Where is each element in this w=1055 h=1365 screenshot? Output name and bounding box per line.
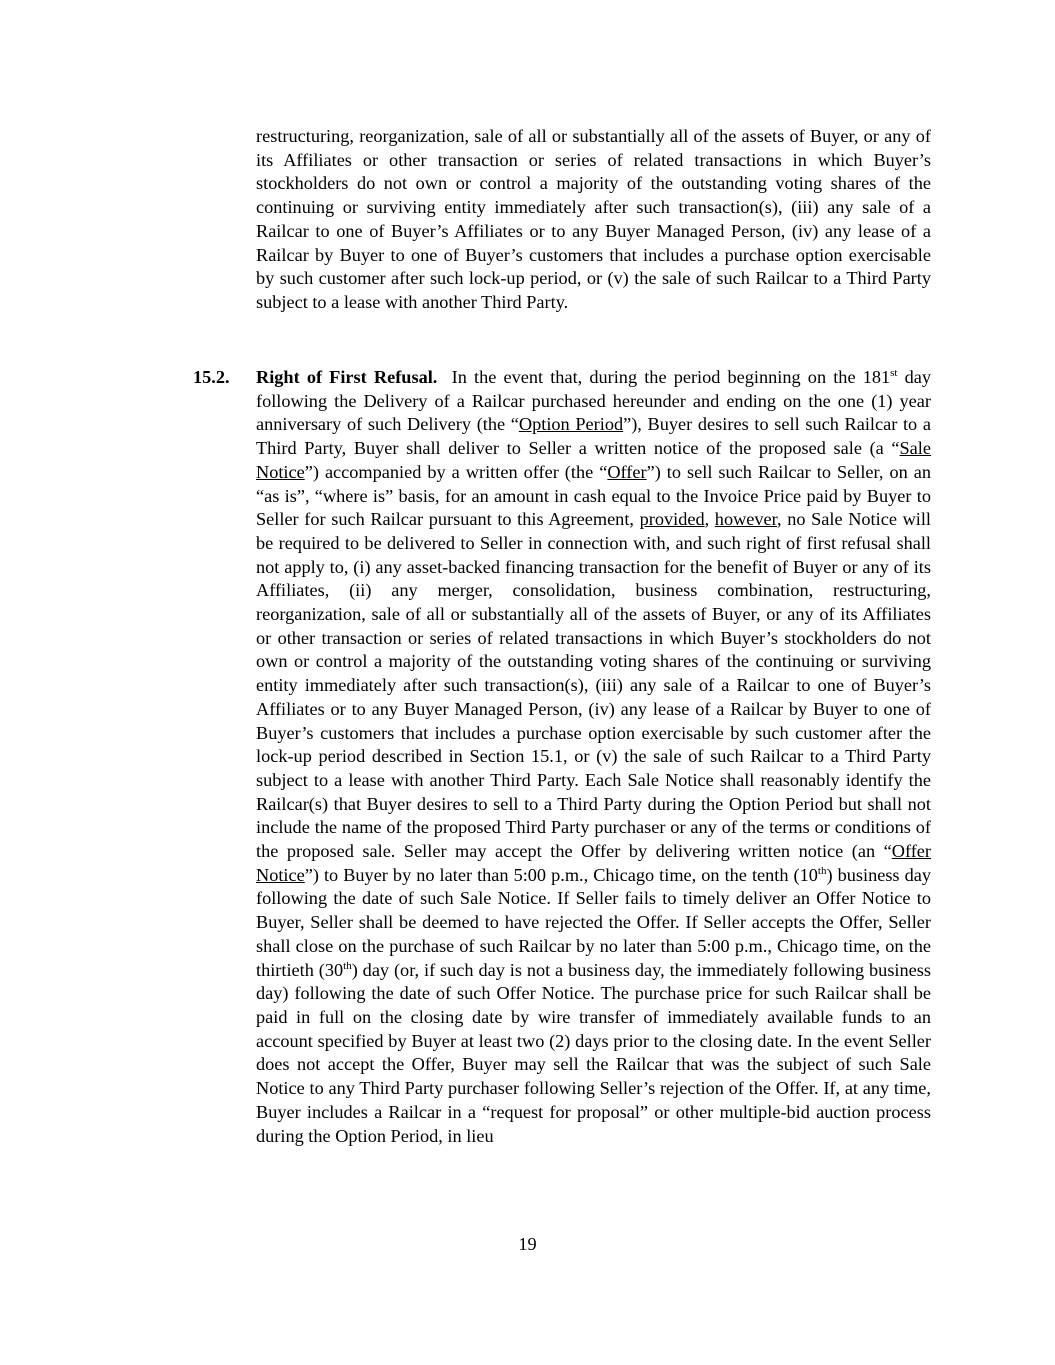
defined-term-offer: Offer: [607, 461, 647, 482]
term-provided: provided: [639, 509, 705, 530]
text-run: In the event that, during the period beginning on the 181: [451, 367, 891, 387]
section-15-2-paragraph: [256, 366, 931, 1148]
defined-term-offer-notice: Offer Notice: [256, 841, 931, 885]
section-heading: Right of First Refusal.: [256, 367, 438, 387]
text-run: ,: [704, 509, 715, 530]
superscript: th: [817, 864, 827, 877]
text-run: ) day (or, if such day is not a business day, the immediately following business day) following the date of such Offer Notice. The purchase price for such Railcar shall be paid in full on the closing date by wire transfer of immediately available funds to an account specified by Buyer at least two (2) days prior to the closing date. In the event Seller does not accept the Offer, Buyer may sell the Railcar that was the subject of such Sale Notice to any Third Party purchaser following Seller’s rejection of the Offer. If, at any time, Buyer includes a Railcar in a “request for proposal” or other multiple-bid auction process during the Option Period, in lieu: [256, 959, 931, 1146]
page-number: 19: [518, 1234, 537, 1254]
text-run: ”) accompanied by a written offer (the “: [304, 461, 608, 482]
text-run: , no Sale Notice will be required to be delivered to Seller in connection with, and such right of first refusal shall not apply to, (i) any asset-backed financing transaction for the benefit of Buyer or any of its Affiliates, (ii) any merger, consolidation, business combination, restructuring, reorganization, sale of all or substantially all of the assets of Buyer, or any of its Affiliates or other transaction or series of related transactions in which Buyer’s stockholders do not own or control a majority of the outstanding voting shares of the continuing or surviving entity immediately after such transaction(s), (iii) any sale of a Railcar to one of Buyer’s Affiliates or to any Buyer Managed Person, (iv) any lease of a Railcar by Buyer to one of Buyer’s customers that includes a purchase option exercisable by such customer after the lock-up period described in Section 15.1, or (v) the sale of such Railcar to a Third Party subject to a lease with another Third Party. Each Sale Notice shall reasonably identify the Railcar(s) that Buyer desires to sell to a Third Party during the Option Period but shall not include the name of the proposed Third Party purchaser or any of the terms or conditions of the proposed sale. Seller may accept the Offer by delivering written notice (an “: [256, 509, 932, 862]
text-run: ) business day following the date of such Sale Notice. If Seller fails to timely deliver an Offer Notice to Buyer, Seller shall be deemed to have rejected the Offer. If Seller accepts the Offer, Seller shall close on the purchase of such Railcar by no later than 5:00 p.m., Chicago time, on the thirtieth (30: [256, 864, 931, 980]
text-run: ”), Buyer desires to sell such Railcar to a Third Party, Buyer shall deliver to Seller a written notice of the proposed sale (a “: [256, 414, 931, 459]
superscript: th: [343, 959, 352, 972]
continuation-paragraph: restructuring, reorganization, sale of all or substantially all of the assets of Buyer, or any of its Affiliates or other transaction or series of related transactions in which Buyer’s stockholders do not own or control a majority of the outstanding voting shares of the continuing or surviving entity immediately after such transaction(s), (iii) any sale of a Railcar to one of Buyer’s Affiliates or to any Buyer Managed Person, (iv) any lease of a Railcar by Buyer to one of Buyer’s customers that includes a purchase option exercisable by such customer after such lock-up period, or (v) the sale of such Railcar to a Third Party subject to a lease with another Third Party.: [256, 126, 931, 312]
text-run: day following the Delivery of a Railcar purchased hereunder and ending on the one (1) year anniversary of such Delivery (the “: [256, 367, 932, 435]
superscript: st: [890, 367, 898, 379]
defined-term-option-period: Option Period: [518, 414, 624, 435]
text-run: ”) to Buyer by no later than 5:00 p.m., Chicago time, on the tenth (10: [304, 864, 818, 885]
defined-term-sale-notice: Sale Notice: [256, 438, 931, 482]
term-however: however: [714, 509, 778, 530]
text-run: ”) to sell such Railcar to Seller, on an “as is”, “where is” basis, for an amount in cash equal to the Invoice Price paid by Buyer to Seller for such Railcar pursuant to this Agreement,: [256, 461, 931, 530]
section-number: 15.2.: [193, 367, 230, 387]
